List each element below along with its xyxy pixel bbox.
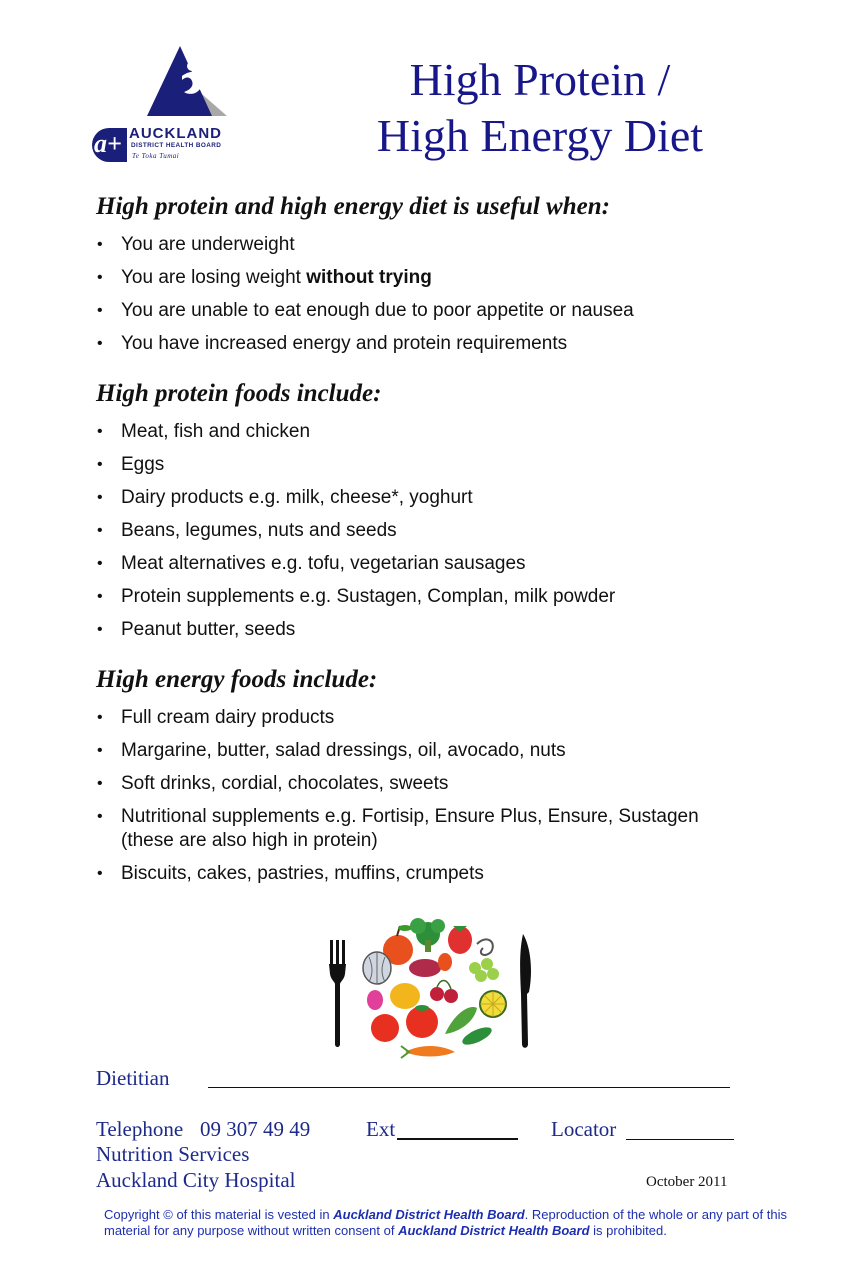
protein-list [96,420,796,642]
copyright-org: Auckland District Health Board [333,1207,525,1222]
list-item: • Meat, fish and chicken [96,420,796,444]
energy-list [96,706,756,886]
list-item: • Beans, legumes, nuts and seeds [96,519,796,543]
useful-list [96,233,796,356]
emphasis-text: without trying [306,267,432,288]
copyright-org: Auckland District Health Board [398,1223,590,1238]
telephone-number: 09 307 49 49 [200,1117,311,1141]
list-item: • You are unable to eat enough due to poor appetite or nausea [96,299,796,323]
list-item: • Nutritional supplements e.g. Fortisip, Ensure Plus, Ensure, Sustagen (these are also high in protein) [96,805,756,853]
section-heading-protein: High protein foods include: [96,380,382,407]
section-heading-useful: High protein and high energy diet is useful when: [96,193,610,220]
ext-label: Ext [366,1117,396,1141]
list-item: • Protein supplements e.g. Sustagen, Complan, milk powder [96,585,796,609]
dietitian-name-line[interactable] [208,1087,730,1088]
adhb-logo [92,46,282,176]
fruit-and-vegetables-icon [363,918,506,1058]
locator-input-line[interactable] [626,1139,734,1140]
list-item: • You are underweight [96,233,796,257]
department-name: Nutrition Services [96,1142,250,1166]
list-item: • Meat alternatives e.g. tofu, vegetarian sausages [96,552,796,576]
logo-mark-text: a+ [94,129,122,158]
list-item: • Full cream dairy products [96,706,756,730]
locator-label: Locator [551,1117,617,1141]
fork-icon [329,940,346,1047]
knife-icon [520,934,531,1048]
list-item: • Dairy products e.g. milk, cheese*, yoghurt [96,486,796,510]
plate-illustration [325,912,540,1067]
page-title-line2: High Energy Diet [376,110,704,161]
hospital-name: Auckland City Hospital [96,1168,296,1192]
page-title-line1: High Protein / [409,54,671,105]
list-item: • Margarine, butter, salad dressings, oil, avocado, nuts [96,739,756,763]
logo-org-name: AUCKLAND [129,125,222,142]
list-item: • You have increased energy and protein requirements [96,332,796,356]
list-item: • Soft drinks, cordial, chocolates, sweets [96,772,756,796]
dietitian-label: Dietitian [96,1066,170,1090]
logo-tagline: Te Toka Tumai [132,152,180,160]
ext-input-line[interactable] [397,1138,518,1140]
section-heading-energy: High energy foods include: [96,666,378,693]
list-item: • You are losing weight without trying [96,266,796,290]
copyright-notice: Copyright © of this material is vested in Auckland District Health Board. Reproduction of the whole or any part of this material for any purpose without written consent of Auckland District Health Board is prohibited. [104,1207,787,1238]
logo-org-subtitle: DISTRICT HEALTH BOARD [131,142,222,149]
list-item: • Eggs [96,453,796,477]
publication-date: October 2011 [646,1174,728,1190]
list-item: • Peanut butter, seeds [96,618,796,642]
telephone-label: Telephone [96,1117,184,1141]
list-item: • Biscuits, cakes, pastries, muffins, crumpets [96,862,756,886]
